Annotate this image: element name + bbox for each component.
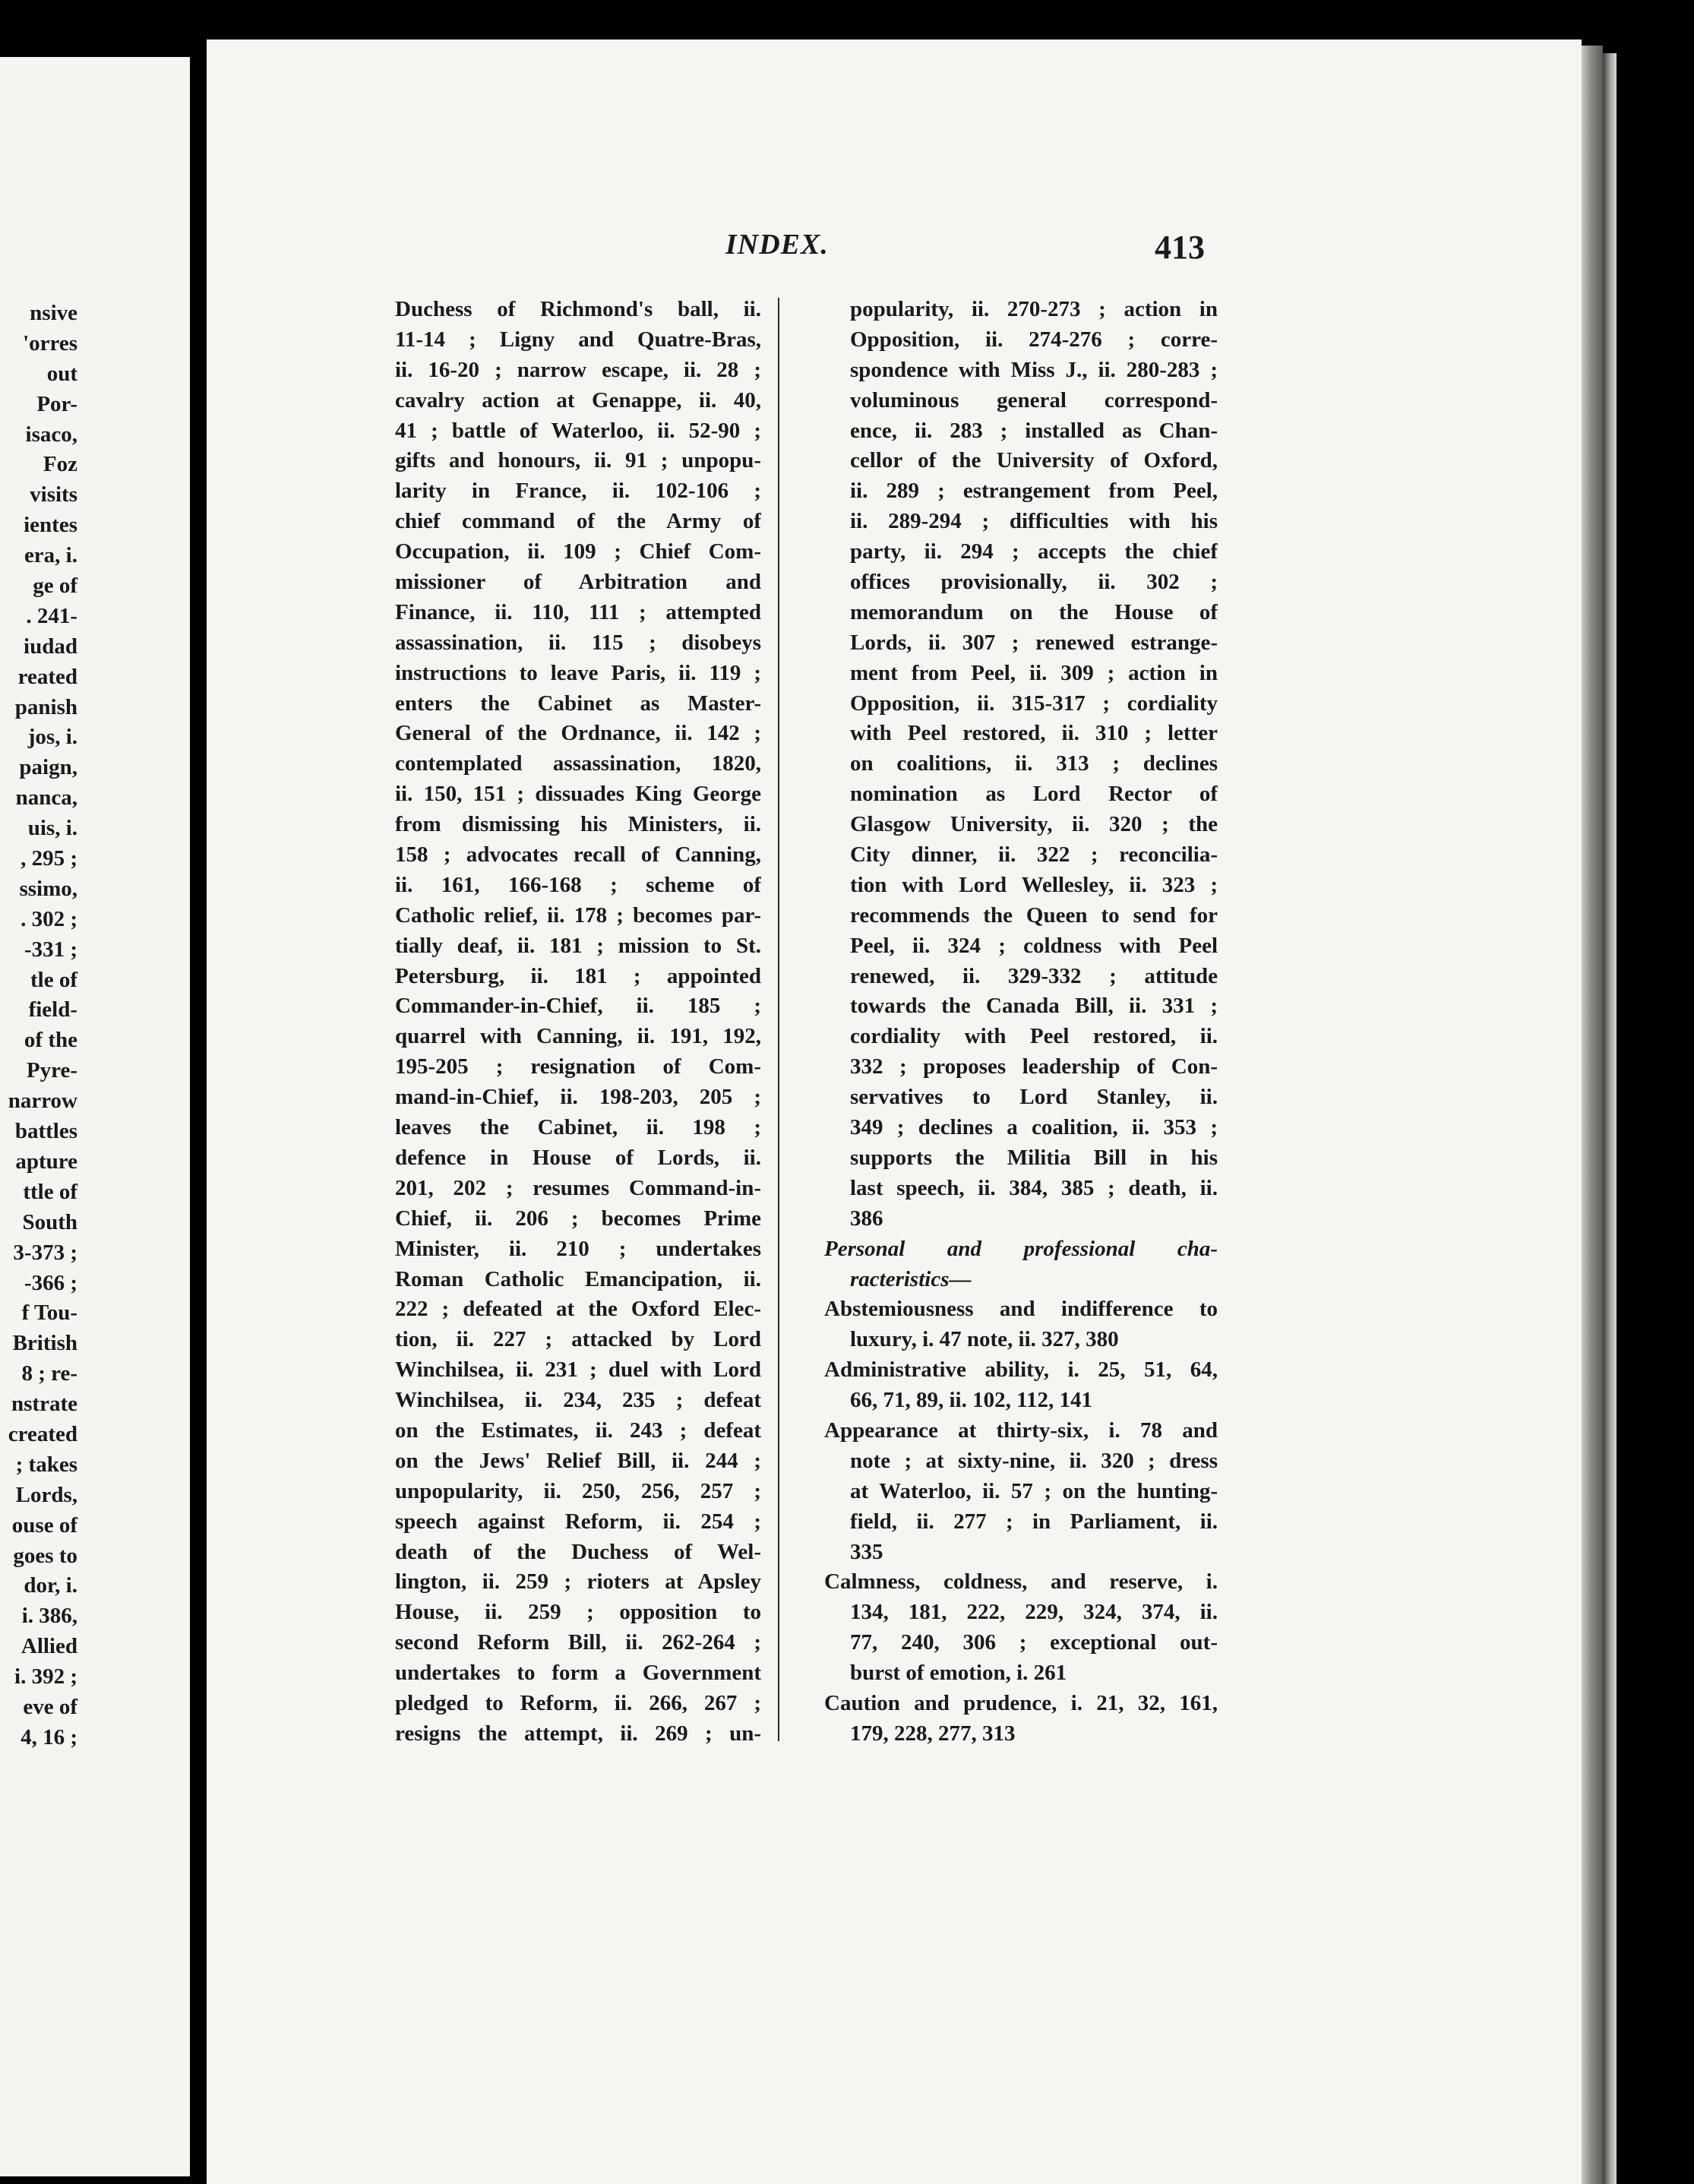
index-line: 41 ; battle of Waterloo, ii. 52-90 ; (395, 418, 761, 443)
index-line: nomination as Lord Rector of (850, 782, 1218, 807)
index-line: ii. 289-294 ; difficulties with his (850, 509, 1218, 534)
index-line: with Peel restored, ii. 310 ; letter (850, 721, 1218, 746)
index-line: missioner of Arbitration and (395, 570, 761, 595)
facing-page-line: Lords, (15, 1482, 77, 1507)
index-line: Winchilsea, ii. 234, 235 ; defeat (395, 1388, 761, 1413)
index-line: 179, 228, 277, 313 (850, 1721, 1016, 1746)
facing-page-line: ouse of (11, 1512, 77, 1538)
facing-page-line: out (46, 361, 77, 386)
index-line: on the Estimates, ii. 243 ; defeat (395, 1418, 761, 1443)
index-line: popularity, ii. 270-273 ; action in (850, 297, 1218, 321)
facing-page-line: apture (15, 1149, 77, 1174)
facing-page-line: iudad (24, 634, 77, 659)
index-line: 386 (850, 1206, 883, 1231)
index-line: Chief, ii. 206 ; becomes Prime (395, 1206, 761, 1231)
facing-page-line: Foz (43, 452, 77, 477)
facing-page-line: Pyre- (26, 1058, 77, 1083)
index-line: at Waterloo, ii. 57 ; on the hunting- (850, 1478, 1218, 1503)
index-line: 201, 202 ; resumes Command-in- (395, 1175, 761, 1200)
column-divider (778, 298, 779, 1741)
facing-page-line: British (12, 1331, 77, 1356)
index-line: on coalitions, ii. 313 ; declines (850, 751, 1218, 776)
facing-page-line: of the (24, 1028, 77, 1053)
index-line: Commander-in-Chief, ii. 185 ; (395, 994, 761, 1019)
facing-page-line: i. 386, (21, 1604, 77, 1629)
index-line: tially deaf, ii. 181 ; mission to St. (395, 933, 761, 958)
facing-page-line: nstrate (11, 1392, 77, 1417)
index-line: quarrel with Canning, ii. 191, 192, (395, 1024, 761, 1049)
index-line: speech against Reform, ii. 254 ; (395, 1509, 761, 1534)
index-line: Winchilsea, ii. 231 ; duel with Lord (395, 1357, 761, 1383)
index-line: lington, ii. 259 ; rioters at Apsley (395, 1569, 761, 1595)
index-line: 158 ; advocates recall of Canning, (395, 842, 761, 868)
facing-page-line: battles (14, 1119, 77, 1144)
facing-page-line: 8 ; re- (21, 1361, 77, 1386)
facing-page-line: ientes (24, 513, 77, 538)
facing-page-line: tle of (30, 967, 77, 992)
index-line: note ; at sixty-nine, ii. 320 ; dress (850, 1448, 1218, 1473)
index-line: recommends the Queen to send for (850, 902, 1218, 928)
index-line: last speech, ii. 384, 385 ; death, ii. (850, 1175, 1218, 1200)
index-line: death of the Duchess of Wel- (395, 1539, 761, 1564)
index-line: House, ii. 259 ; opposition to (395, 1600, 761, 1625)
index-line: Finance, ii. 110, 111 ; attempted (395, 599, 761, 624)
index-line: offices provisionally, ii. 302 ; (850, 570, 1218, 595)
index-line: Duchess of Richmond's ball, ii. (395, 297, 761, 321)
facing-page-line: . 302 ; (21, 906, 77, 931)
index-line: racteristics— (850, 1266, 972, 1291)
facing-page-line: -331 ; (24, 937, 77, 962)
index-line: Opposition, ii. 315-317 ; cordiality (850, 691, 1218, 716)
index-line: supports the Militia Bill in his (850, 1145, 1218, 1170)
index-column-left (395, 295, 761, 1749)
index-line: Lords, ii. 307 ; renewed estrange- (850, 630, 1218, 655)
index-line: ence, ii. 283 ; installed as Chan- (850, 418, 1218, 443)
index-line: burst of emotion, i. 261 (850, 1661, 1067, 1686)
facing-page-line: i. 392 ; (14, 1664, 77, 1689)
index-line: 134, 181, 222, 229, 324, 374, ii. (850, 1600, 1218, 1625)
index-line: voluminous general correspond- (850, 387, 1218, 412)
index-line: Abstemiousness and indifference to (824, 1297, 1218, 1322)
facing-page-line: era, i. (24, 543, 77, 568)
index-line: larity in France, ii. 102-106 ; (395, 479, 761, 504)
facing-page-line: visits (30, 482, 77, 507)
index-line: gifts and honours, ii. 91 ; unpopu- (395, 448, 761, 473)
index-line: 222 ; defeated at the Oxford Elec- (395, 1297, 761, 1322)
facing-page-line: nanca, (15, 785, 77, 811)
index-line: Personal and professional cha- (824, 1236, 1218, 1261)
index-line: Catholic relief, ii. 178 ; becomes par- (395, 902, 761, 928)
index-line: renewed, ii. 329-332 ; attitude (850, 963, 1218, 988)
facing-page-line: 'orres (23, 330, 77, 356)
index-line: Appearance at thirty-six, i. 78 and (824, 1418, 1218, 1443)
index-line: enters the Cabinet as Master- (395, 691, 761, 716)
index-line: field, ii. 277 ; in Parliament, ii. (850, 1509, 1218, 1534)
index-line: instructions to leave Paris, ii. 119 ; (395, 660, 761, 685)
index-line: contemplated assassination, 1820, (395, 751, 761, 776)
index-column-right (824, 295, 1218, 1749)
index-line: Peel, ii. 324 ; coldness with Peel (850, 933, 1218, 958)
facing-page-line: dor, i. (24, 1573, 77, 1598)
index-line: tion with Lord Wellesley, ii. 323 ; (850, 872, 1218, 897)
facing-page-line: paign, (19, 755, 77, 780)
index-line: unpopularity, ii. 250, 256, 257 ; (395, 1478, 761, 1503)
index-line: cavalry action at Genappe, ii. 40, (395, 387, 761, 412)
index-line: City dinner, ii. 322 ; reconcilia- (850, 842, 1218, 868)
index-line: second Reform Bill, ii. 262-264 ; (395, 1630, 761, 1655)
facing-page-line: ge of (33, 574, 77, 599)
index-line: cellor of the University of Oxford, (850, 448, 1218, 473)
facing-page-line: ttle of (23, 1179, 77, 1204)
index-line: Caution and prudence, i. 21, 32, 161, (824, 1690, 1218, 1715)
facing-page-line: eve of (23, 1694, 77, 1719)
facing-page-line: narrow (8, 1089, 77, 1114)
index-line: defence in House of Lords, ii. (395, 1145, 761, 1170)
facing-page-line: uis, i. (27, 816, 77, 841)
facing-page-line: goes to (13, 1543, 77, 1568)
facing-page-line: created (8, 1421, 77, 1446)
index-line: Opposition, ii. 274-276 ; corre- (850, 327, 1218, 352)
index-line: Petersburg, ii. 181 ; appointed (395, 963, 761, 988)
facing-page-fragment (0, 57, 190, 2176)
index-line: 77, 240, 306 ; exceptional out- (850, 1630, 1218, 1655)
index-line: ii. 150, 151 ; dissuades King George (395, 782, 761, 807)
facing-page-line: 4, 16 ; (21, 1724, 77, 1749)
index-line: 11-14 ; Ligny and Quatre-Bras, (395, 327, 761, 352)
index-line: chief command of the Army of (395, 509, 761, 534)
index-line: Administrative ability, i. 25, 51, 64, (824, 1357, 1218, 1383)
index-line: ment from Peel, ii. 309 ; action in (850, 660, 1218, 685)
index-line: resigns the attempt, ii. 269 ; un- (395, 1721, 761, 1746)
index-line: ii. 161, 166-168 ; scheme of (395, 872, 761, 897)
facing-page-line: South (22, 1209, 77, 1234)
index-line: Glasgow University, ii. 320 ; the (850, 812, 1218, 837)
facing-page-line: jos, i. (27, 725, 77, 750)
facing-page-line: , 295 ; (21, 846, 77, 871)
book-edge (1603, 53, 1617, 2184)
index-line: 195-205 ; resignation of Com- (395, 1054, 761, 1079)
index-line: ii. 16-20 ; narrow escape, ii. 28 ; (395, 357, 761, 382)
index-line: Minister, ii. 210 ; undertakes (395, 1236, 761, 1261)
facing-page-line: isaco, (25, 422, 77, 447)
facing-page-line: reated (17, 664, 77, 689)
facing-page-line: panish (14, 694, 77, 719)
facing-page-line: 3-373 ; (13, 1240, 77, 1265)
facing-page-line: ssimo, (19, 876, 77, 901)
facing-page-line: nsive (30, 301, 77, 325)
index-line: luxury, i. 47 note, ii. 327, 380 (850, 1327, 1119, 1352)
index-line: pledged to Reform, ii. 266, 267 ; (395, 1690, 761, 1715)
facing-page-line: field- (28, 997, 77, 1022)
index-line: 66, 71, 89, ii. 102, 112, 141 (850, 1388, 1093, 1413)
facing-page-line: Allied (21, 1634, 77, 1659)
index-line: memorandum on the House of (850, 599, 1218, 624)
index-line: ii. 289 ; estrangement from Peel, (850, 479, 1218, 504)
index-line: cordiality with Peel restored, ii. (850, 1024, 1218, 1049)
index-line: from dismissing his Ministers, ii. (395, 812, 761, 837)
facing-page-text (0, 299, 190, 1753)
facing-page-line: f Tou- (21, 1301, 77, 1326)
index-line: servatives to Lord Stanley, ii. (850, 1085, 1218, 1110)
index-line: 335 (850, 1539, 883, 1564)
index-line: General of the Ordnance, ii. 142 ; (395, 721, 761, 746)
index-line: undertakes to form a Government (395, 1661, 761, 1686)
index-line: Calmness, coldness, and reserve, i. (824, 1569, 1218, 1595)
index-line: leaves the Cabinet, ii. 198 ; (395, 1115, 761, 1140)
index-line: 349 ; declines a coalition, ii. 353 ; (850, 1115, 1218, 1140)
facing-page-line: Por- (36, 391, 77, 416)
facing-page-line: ; takes (15, 1452, 77, 1477)
index-line: party, ii. 294 ; accepts the chief (850, 539, 1218, 564)
index-line: Roman Catholic Emancipation, ii. (395, 1266, 761, 1291)
running-head-title: INDEX. (725, 229, 829, 261)
index-line: mand-in-Chief, ii. 198-203, 205 ; (395, 1085, 761, 1110)
index-line: Occupation, ii. 109 ; Chief Com- (395, 539, 761, 564)
index-line: 332 ; proposes leadership of Con- (850, 1054, 1218, 1079)
facing-page-line: -366 ; (24, 1270, 77, 1295)
page-edge-shadow (1582, 46, 1603, 2184)
page-number: 413 (1155, 229, 1205, 266)
index-line: towards the Canada Bill, ii. 331 ; (850, 994, 1218, 1019)
index-line: assassination, ii. 115 ; disobeys (395, 630, 761, 655)
index-line: on the Jews' Relief Bill, ii. 244 ; (395, 1448, 761, 1473)
index-line: tion, ii. 227 ; attacked by Lord (395, 1327, 761, 1352)
facing-page-line: . 241- (26, 603, 77, 628)
index-line: spondence with Miss J., ii. 280-283 ; (850, 357, 1218, 382)
